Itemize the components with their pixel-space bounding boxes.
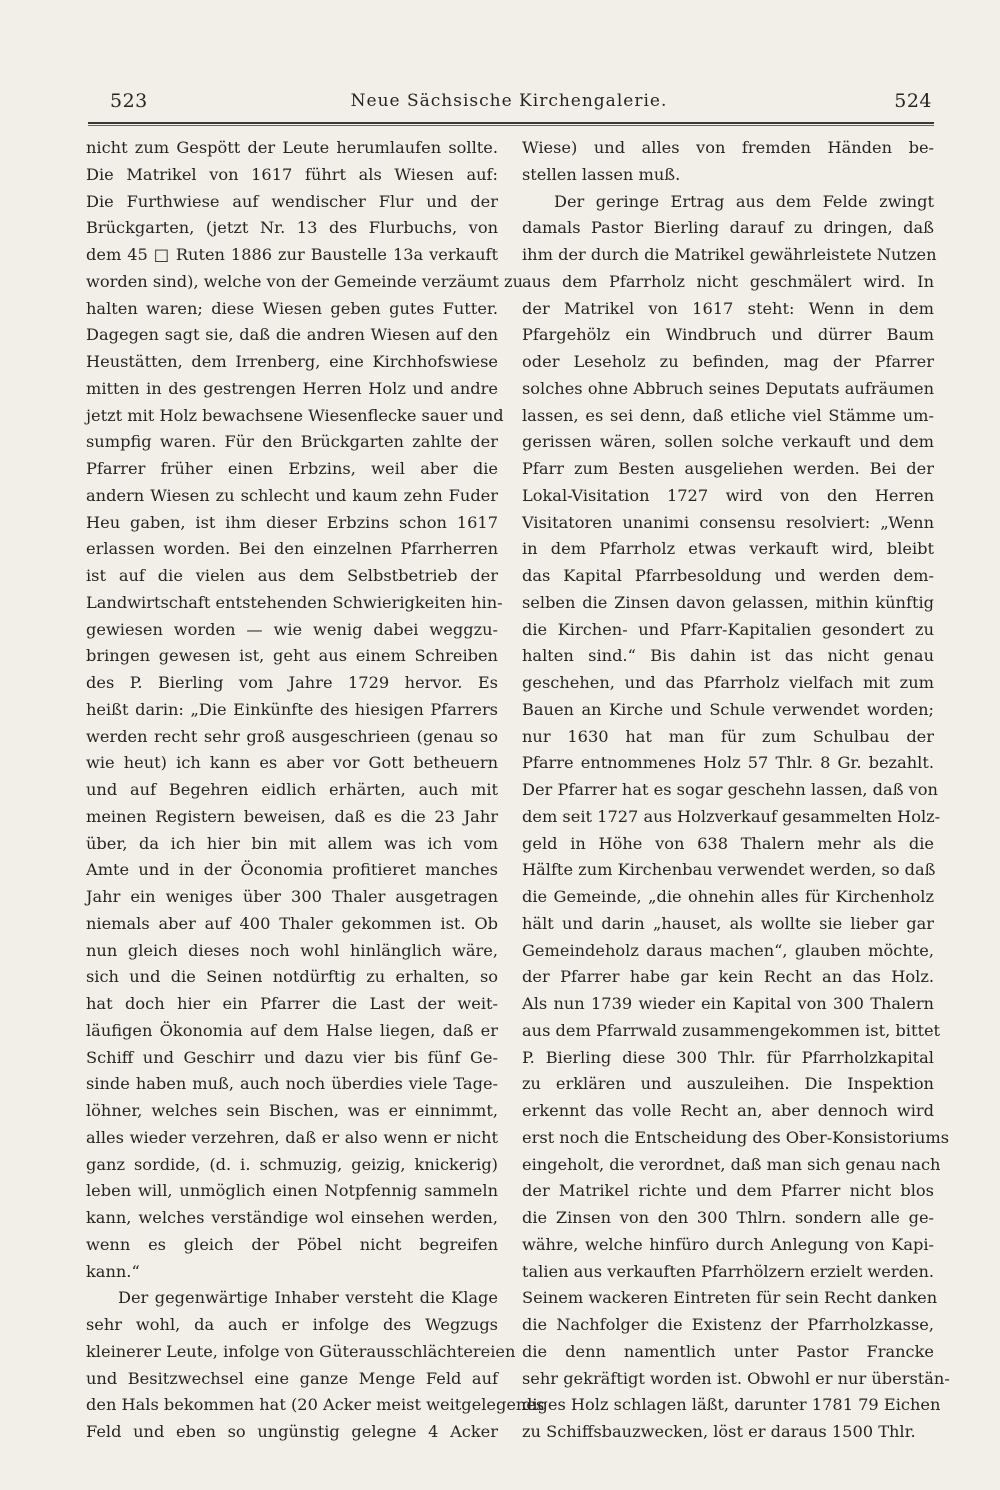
text-line: kann, welches verständige wol einsehen werden, (86, 1208, 498, 1227)
text-line: wie heut) ich kann es aber vor Gott betheuern (86, 753, 498, 773)
text-line: Brückgarten, (jetzt Nr. 13 des Flurbuchs, von (86, 218, 498, 238)
text-line: Der geringe Ertrag aus dem Felde zwingt (554, 191, 934, 211)
text-line: währe, welche hinfüro durch Anlegung von Kapi- (522, 1234, 934, 1254)
text-line: erlassen worden. Bei den einzelnen Pfarrherren (86, 539, 498, 559)
text-line: Pfarre entnommenes Holz 57 Thlr. 8 Gr. bezahlt. (522, 753, 934, 773)
text-line: andern Wiesen zu schlecht und kaum zehn Fuder (86, 485, 498, 505)
text-line: und auf Begehren eidlich erhärten, auch mit (86, 780, 498, 799)
text-line: alles wieder verzehren, daß er also wenn er nicht (86, 1127, 498, 1147)
text-line: des P. Bierling vom Jahre 1729 hervor. Es (86, 673, 498, 692)
text-line: gerissen wären, sollen solche verkauft und dem (522, 432, 934, 452)
text-line: das Kapital Pfarrbesoldung und werden dem- (522, 566, 934, 585)
text-line: halten waren; diese Wiesen geben gutes Futter. (86, 298, 498, 318)
text-line: Als nun 1739 wieder ein Kapital von 300 Thalern (522, 994, 934, 1013)
text-line: hat doch hier ein Pfarrer die Last der weit- (86, 994, 498, 1013)
header-rule (88, 122, 934, 124)
text-line: Bauen an Kirche und Schule verwendet worden; (522, 699, 934, 719)
text-line: dem 45 □ Ruten 1886 zur Baustelle 13a verkauft (86, 245, 498, 264)
text-line: jetzt mit Holz bewachsene Wiesenflecke sauer und (86, 405, 504, 425)
text-line: Der gegenwärtige Inhaber versteht die Klage (118, 1288, 498, 1308)
text-line: Schiff und Geschirr und dazu vier bis fünf Ge- (86, 1047, 498, 1067)
text-line: stellen lassen muß. (522, 164, 681, 184)
text-line: Pfargehölz ein Windbruch und dürrer Baum (522, 325, 934, 345)
running-header (86, 90, 932, 120)
text-line: über, da ich hier bin mit allem was ich vom (86, 833, 498, 853)
text-line: der Matrikel richte und dem Pfarrer nicht blos (522, 1181, 934, 1201)
text-line: nur 1630 hat man für zum Schulbau der (522, 726, 934, 746)
text-line: niemals aber auf 400 Thaler gekommen ist. Ob (86, 913, 498, 933)
text-line: sumpfig waren. Für den Brückgarten zahlte der (86, 432, 498, 452)
text-line: Seinem wackeren Eintreten für sein Recht danken (522, 1288, 938, 1308)
text-line: hält und darin „hauset, als wollte sie lieber gar (522, 913, 934, 933)
text-line: aus dem Pfarrholz nicht geschmälert wird. In (522, 271, 934, 291)
text-line: ganz sordide, (d. i. schmuzig, geizig, knickerig) (86, 1154, 498, 1174)
text-line: der Pfarrer habe gar kein Recht an das Holz. (522, 967, 934, 987)
text-line: erkennt das volle Recht an, aber dennoch wird (522, 1101, 934, 1120)
text-line: kleinerer Leute, infolge von Güterausschlächtereien (86, 1341, 516, 1361)
text-line: sehr wohl, da auch er infolge des Wegzugs (86, 1315, 498, 1334)
text-line: geschehen, und das Pfarrholz vielfach mit zum (522, 673, 934, 692)
text-line: die Gemeinde, „die ohnehin alles für Kirchenholz (522, 887, 934, 906)
text-line: worden sind), welche von der Gemeinde verzäumt zu (86, 271, 523, 291)
text-line: kann.“ (86, 1261, 140, 1281)
text-line: aus dem Pfarrwald zusammengekommen ist, bittet (522, 1020, 941, 1040)
text-line: Heu gaben, ist ihm dieser Erbzins schon 1617 (86, 512, 498, 532)
text-line: und Besitzwechsel eine ganze Menge Feld auf (86, 1368, 498, 1388)
text-line: löhner, welches sein Bischen, was er einnimmt, (86, 1101, 498, 1120)
text-line: P. Bierling diese 300 Thlr. für Pfarrholzkapital (522, 1047, 934, 1067)
text-line: gewiesen worden — wie wenig dabei weggzu- (86, 619, 498, 639)
text-line: zu erklären und auszuleihen. Die Inspektion (522, 1074, 934, 1094)
text-line: ist auf die vielen aus dem Selbstbetrieb der (86, 566, 498, 585)
running-title: Neue Sächsische Kirchengalerie. (350, 91, 668, 111)
text-line: Jahr ein weniges über 300 Thaler ausgetragen (86, 887, 498, 906)
text-line: nun gleich dieses noch wohl hinlänglich wäre, (86, 940, 498, 960)
text-line: Heustätten, dem Irrenberg, eine Kirchhofswiese (86, 352, 498, 371)
text-line: sehr gekräftigt worden ist. Obwohl er nur überstän- (522, 1368, 950, 1388)
text-line: eingeholt, die verordnet, daß man sich genau nach (522, 1154, 941, 1174)
text-line: Die Matrikel von 1617 führt als Wiesen auf: (86, 164, 498, 184)
text-line: ihm der durch die Matrikel gewährleistete Nutzen (522, 245, 937, 264)
text-line: mitten in des gestrengen Herren Holz und andre (86, 378, 498, 398)
text-line: selben die Zinsen davon gelassen, mithin künftig (522, 592, 934, 612)
text-line: nicht zum Gespött der Leute herumlaufen sollte. (86, 138, 498, 157)
text-line: geld in Höhe von 638 Thalern mehr als die (522, 833, 934, 853)
text-line: Wiese) und alles von fremden Händen be- (522, 138, 934, 157)
page-number-right: 524 (894, 90, 932, 112)
text-line: wenn es gleich der Pöbel nicht begreifen (86, 1234, 498, 1254)
text-line: leben will, unmöglich einen Notpfennig sammeln (86, 1181, 498, 1201)
text-line: halten sind.“ Bis dahin ist das nicht genau (522, 646, 934, 666)
text-line: meinen Registern beweisen, daß es die 23 Jahr (86, 806, 498, 826)
text-line: Gemeindeholz daraus machen“, glauben möchte, (522, 940, 934, 960)
text-line: heißt darin: „Die Einkünfte des hiesigen Pfarrers (86, 699, 498, 719)
text-line: erst noch die Entscheidung des Ober-Konsistoriums (522, 1127, 950, 1147)
text-line: Pfarrer früher einen Erbzins, weil aber die (86, 459, 498, 478)
text-line: die Nachfolger die Existenz der Pfarrholzkasse, (522, 1315, 934, 1334)
text-line: dem seit 1727 aus Holzverkauf gesammelten Holz- (522, 806, 941, 826)
text-line: Pfarr zum Besten ausgeliehen werden. Bei der (522, 459, 934, 478)
right-text-column (522, 135, 950, 1446)
text-line: Dagegen sagt sie, daß die andren Wiesen auf den (86, 325, 498, 345)
text-line: Der Pfarrer hat es sogar geschehn lassen, daß von (522, 780, 938, 799)
page-number-left: 523 (110, 90, 148, 112)
text-line: zu Schiffsbauzwecken, löst er daraus 1500 Thlr. (522, 1422, 916, 1441)
text-line: lassen, es sei denn, daß etliche viel Stämme um- (522, 405, 934, 425)
text-line: damals Pastor Bierling darauf zu dringen, daß (522, 218, 934, 238)
text-line: Lokal-Visitation 1727 wird von den Herren (522, 485, 934, 505)
text-line: bringen gewesen ist, geht aus einem Schreiben (86, 646, 498, 666)
text-line: die Zinsen von den 300 Thlrn. sondern alle ge- (522, 1208, 934, 1227)
text-line: Visitatoren unanimi consensu resolviert: „Wenn (522, 512, 934, 532)
text-line: sich und die Seinen notdürftig zu erhalten, so (86, 967, 498, 987)
text-line: läufigen Ökonomia auf dem Halse liegen, daß er (86, 1020, 498, 1040)
text-line: Die Furthwiese auf wendischer Flur und der (86, 191, 498, 211)
text-line: den Hals bekommen hat (20 Acker meist weitgelegenes (86, 1395, 545, 1415)
text-line: talien aus verkauften Pfarrhölzern erzielt werden. (522, 1261, 935, 1281)
text-line: diges Holz schlagen läßt, darunter 1781 79 Eichen (522, 1395, 941, 1415)
text-line: Landwirtschaft entstehenden Schwierigkeiten hin- (86, 592, 503, 612)
text-line: solches ohne Abbruch seines Deputats aufräumen (522, 378, 934, 398)
text-line: oder Leseholz zu befinden, mag der Pfarrer (522, 352, 934, 371)
header-rule-thin (88, 125, 934, 126)
text-line: Feld und eben so ungünstig gelegne 4 Acker (86, 1422, 498, 1441)
text-line: die Kirchen- und Pfarr-Kapitalien gesondert zu (522, 619, 934, 639)
text-line: in dem Pfarrholz etwas verkauft wird, bleibt (522, 539, 934, 559)
text-line: sinde haben muß, auch noch überdies viele Tage- (86, 1074, 498, 1094)
left-text-column (86, 135, 545, 1446)
text-line: Hälfte zum Kirchenbau verwendet werden, so daß (522, 860, 936, 880)
text-line: Amte und in der Öconomia profitieret manches (86, 860, 498, 880)
text-line: der Matrikel von 1617 steht: Wenn in dem (522, 298, 934, 318)
text-line: die denn namentlich unter Pastor Francke (522, 1341, 934, 1361)
text-line: werden recht sehr groß ausgeschrieen (genau so (86, 726, 498, 746)
